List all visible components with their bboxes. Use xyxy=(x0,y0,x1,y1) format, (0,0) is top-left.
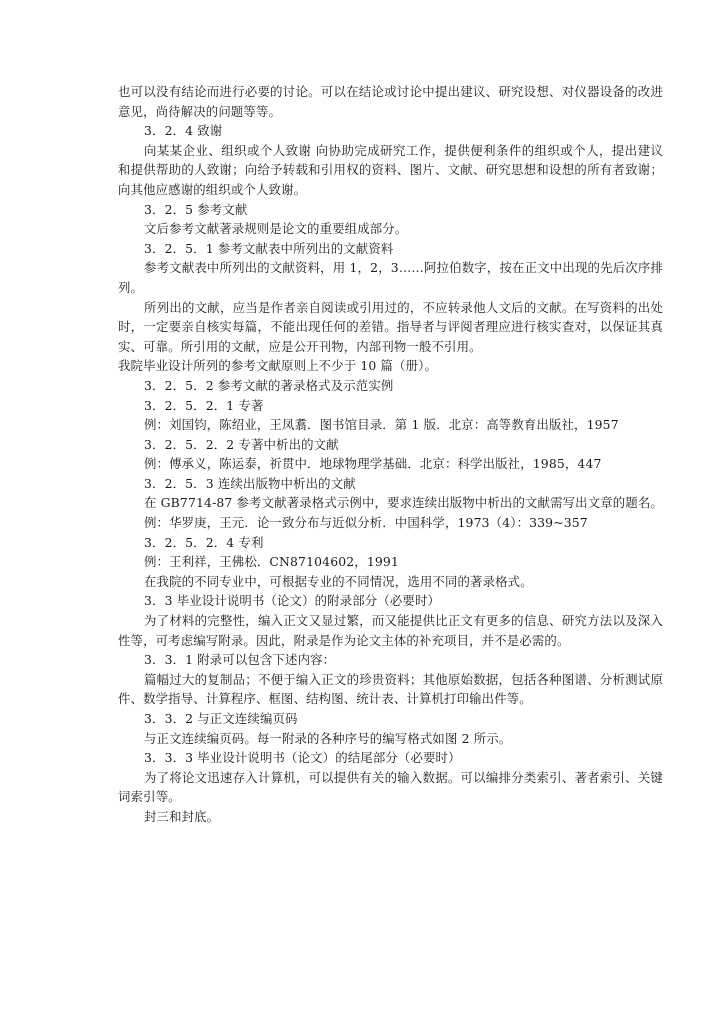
text-line: 向其他应感谢的组织或个人致谢。 xyxy=(118,181,307,197)
section-heading: 3．2．5 参考文献 xyxy=(144,201,248,217)
section-heading: 3．2．5．2 参考文献的著录格式及示范实例 xyxy=(144,377,394,393)
reference-example: 例：傅承义，陈运泰，祈贯中．地球物理学基础．北京：科学出版社，1985，447 xyxy=(144,456,602,472)
section-heading: 3．2．5．2．1 专著 xyxy=(144,397,264,413)
document-body xyxy=(118,82,663,827)
text-line: 封三和封底。 xyxy=(144,808,220,824)
section-heading: 3．2．5．1 参考文献表中所列出的文献资料 xyxy=(144,240,394,256)
section-heading: 3．3．3 毕业设计说明书（论文）的结尾部分（必要时） xyxy=(144,750,461,766)
text-line: 为了材料的完整性，编入正文又显过繁，而又能提供比正文有更多的信息、研究方法以及深入 xyxy=(144,613,663,629)
text-line: 词索引等。 xyxy=(118,789,181,805)
text-line: 为了将论文迅速存入计算机，可以提供有关的输入数据。可以编排分类索引、著者索引、关键 xyxy=(144,769,663,785)
text-line: 所列出的文献，应当是作者亲自阅读或引用过的，不应转录他人文后的文献。在写资料的出处 xyxy=(144,299,663,315)
text-line: 和提供帮助的人致谢；向给予转载和引用权的资料、图片、文献、研究思想和设想的所有者致谢； xyxy=(118,162,663,178)
section-heading: 3．3．2 与正文连续编页码 xyxy=(144,711,298,726)
text-line: 文后参考文献著录规则是论文的重要组成部分。 xyxy=(144,221,408,237)
text-line: 列。 xyxy=(118,279,144,295)
section-heading: 3．2．5．3 连续出版物中析出的文献 xyxy=(144,475,356,491)
section-heading: 3．2．4 致谢 xyxy=(144,123,223,139)
text-line: 篇幅过大的复制品；不便于编入正文的珍贵资料；其他原始数据，包括各种图谱、分析测试原 xyxy=(144,671,663,687)
section-heading: 3．3 毕业设计说明书（论文）的附录部分（必要时） xyxy=(144,593,441,609)
section-heading: 3．3．1 附录可以包含下述内容： xyxy=(144,652,336,668)
text-line: 意见，尚待解决的问题等等。 xyxy=(118,103,282,119)
section-heading: 3．2．5．2．4 专利 xyxy=(144,534,264,550)
reference-example: 例：刘国钧，陈绍业，王凤翥．图书馆目录．第 1 版．北京：高等教育出版社，1957 xyxy=(144,417,619,433)
reference-example: 例：王利祥，王佛松．CN87104602，1991 xyxy=(144,554,399,570)
text-line: 性等，可考虑编写附录。因此，附录是作为论文主体的补充项目，并不是必需的。 xyxy=(118,632,570,648)
text-line: 也可以没有结论而进行必要的讨论。可以在结论或讨论中提出建议、研究设想、对仪器设备的改进 xyxy=(118,84,663,99)
text-line: 我院毕业设计所列的参考文献原则上不少于 10 篇（册）。 xyxy=(118,358,438,374)
text-line: 向某某企业、组织或个人致谢 向协助完成研究工作，提供便利条件的组织或个人，提出建议 xyxy=(144,142,663,158)
text-line: 件、数学指导、计算程序、框图、结构图、统计表、计算机打印输出件等。 xyxy=(118,691,532,707)
text-line: 在我院的不同专业中，可根据专业的不同情况，选用不同的著录格式。 xyxy=(144,573,533,589)
section-heading: 3．2．5．2．2 专著中析出的文献 xyxy=(144,436,339,452)
text-line: 与正文连续编页码。每一附录的各种序号的编写格式如图 2 所示。 xyxy=(144,730,512,746)
text-line: 参考文献表中所列出的文献资料，用 1，2，3……阿拉伯数字，按在正文中出现的先后次序排 xyxy=(144,260,663,276)
text-line: 在 GB7714-87 参考文献著录格式示例中，要求连续出版物中析出的文献需写出文章的题名。 xyxy=(144,495,663,511)
reference-example: 例：华罗庚，王元．论一致分布与近似分析．中国科学，1973（4）：339~357 xyxy=(144,515,588,531)
text-line: 实、可靠。所引用的文献，应是公开刊物，内部刊物一般不引用。 xyxy=(118,338,482,354)
text-line: 时，一定要亲自核实每篇，不能出现任何的差错。指导者与评阅者理应进行核实查对，以保证其真 xyxy=(118,319,663,335)
